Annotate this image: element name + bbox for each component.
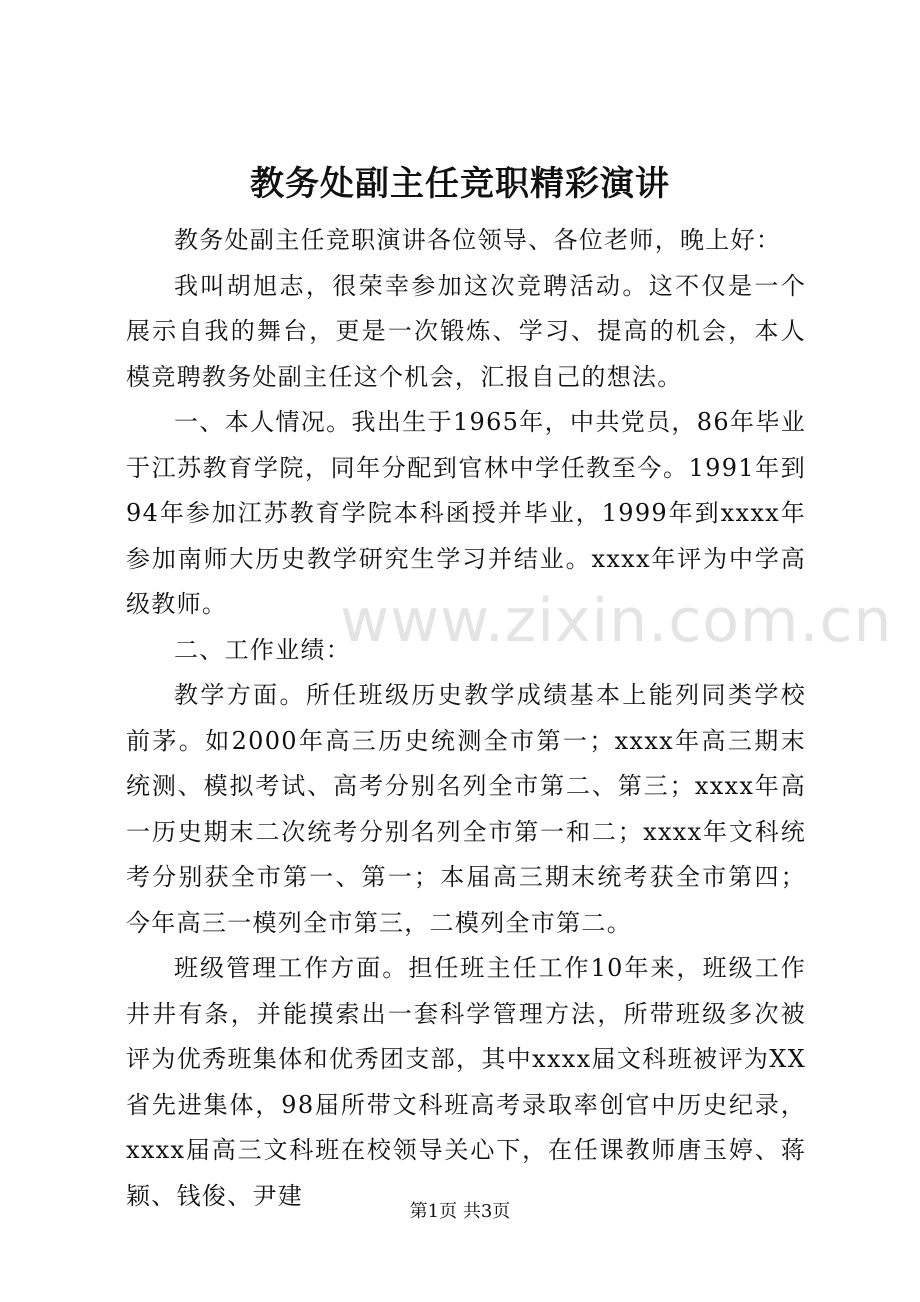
document-body xyxy=(126,218,806,1219)
paragraph-class-management: 班级管理工作方面。担任班主任工作10年来，班级工作井井有条，并能摸索出一套科学管理方法，所带班级多次被评为优秀班集体和优秀团支部，其中xxxx届文科班被评为XX省先进集体，98届所带文科班高考录取率创官中历史纪录，xxxx届高三文科班在校领导关心下，在任课教师唐玉婷、蒋颖、钱俊、尹建 xyxy=(126,954,806,1210)
document-title: 教务处副主任竞职精彩演讲 xyxy=(250,164,670,204)
paragraph-achievements-heading: 二、工作业绩： xyxy=(174,635,352,664)
paragraph-greeting: 教务处副主任竞职演讲各位领导、各位老师，晚上好： xyxy=(174,226,782,254)
paragraph-teaching: 教学方面。所任班级历史教学成绩基本上能列同类学校前茅。如2000年高三历史统测全市第一；xxxx年高三期末统测、模拟考试、高考分别名列全市第二、第三；xxxx年高一历史期末二次统考分别名列全市第一和二；xxxx年文科统考分别获全市第一、第一；本届高三期末统考获全市第四；今年高三一模列全市第三，二模列全市第二。 xyxy=(126,681,806,937)
watermark: www.zixin.com.cn xyxy=(340,586,893,656)
page-footer: 第1页 共3页 xyxy=(409,1201,511,1222)
paragraph-personal-info: 一、本人情况。我出生于1965年，中共党员，86年毕业于江苏教育学院，同年分配到官林中学任教至今。1991年到94年参加江苏教育学院本科函授并毕业，1999年到xxxx年参加南师大历史教学研究生学习并结业。xxxx年评为中学高级教师。 xyxy=(126,408,806,618)
paragraph-introduction: 我叫胡旭志，很荣幸参加这次竞聘活动。这不仅是一个展示自我的舞台，更是一次锻炼、学习、提高的机会，本人模竞聘教务处副主任这个机会，汇报自己的想法。 xyxy=(126,271,806,391)
